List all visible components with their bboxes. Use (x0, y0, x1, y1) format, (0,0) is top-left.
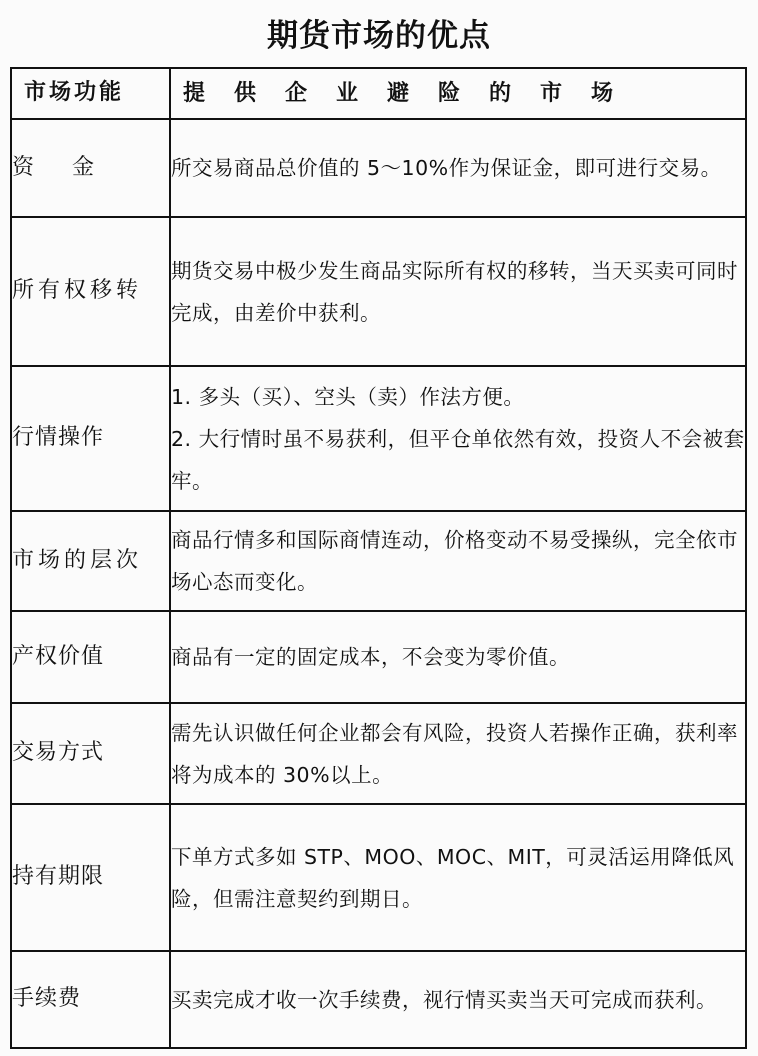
row-value: 所交易商品总价值的 5～10%作为保证金，即可进行交易。 (170, 119, 746, 217)
row-label: 手续费 (11, 951, 170, 1048)
table-row (11, 611, 746, 703)
row-value: 商品行情多和国际商情连动，价格变动不易受操纵，完全依市场心态而变化。 (170, 511, 746, 611)
row-label: 资金 (11, 119, 170, 217)
row-value: 下单方式多如 STP、MOO、MOC、MIT，可灵活运用降低风险，但需注意契约到期日。 (170, 804, 746, 951)
table-row (11, 217, 746, 366)
page-title: 期货市场的优点 (267, 18, 491, 54)
row-label: 所有权移转 (11, 217, 170, 366)
row-label: 产权价值 (11, 611, 170, 703)
row-value: 需先认识做任何企业都会有风险，投资人若操作正确，获利率将为成本的 30%以上。 (170, 703, 746, 804)
row-value: 买卖完成才收一次手续费，视行情买卖当天可完成而获利。 (170, 951, 746, 1048)
table-row (11, 951, 746, 1048)
row-value: 期货交易中极少发生商品实际所有权的移转，当天买卖可同时完成，由差价中获利。 (170, 217, 746, 366)
table-row (11, 119, 746, 217)
row-label: 市场的层次 (11, 511, 170, 611)
header-value-cell: 提供企业避险的市场 (170, 68, 746, 119)
row-label: 持有期限 (11, 804, 170, 951)
header-label-cell: 市场功能 (11, 68, 170, 119)
table-row (11, 703, 746, 804)
table-row (11, 511, 746, 611)
advantages-table (10, 67, 747, 1049)
row-label: 行情操作 (11, 366, 170, 511)
table-row (11, 804, 746, 951)
row-value: 商品有一定的固定成本，不会变为零价值。 (170, 611, 746, 703)
row-label: 交易方式 (11, 703, 170, 804)
row-value: 1. 多头（买）、空头（卖）作法方便。 2. 大行情时虽不易获利，但平仓单依然有效，投资人不会被套牢。 (170, 366, 746, 511)
table-row (11, 366, 746, 511)
table-header-row (11, 68, 746, 119)
